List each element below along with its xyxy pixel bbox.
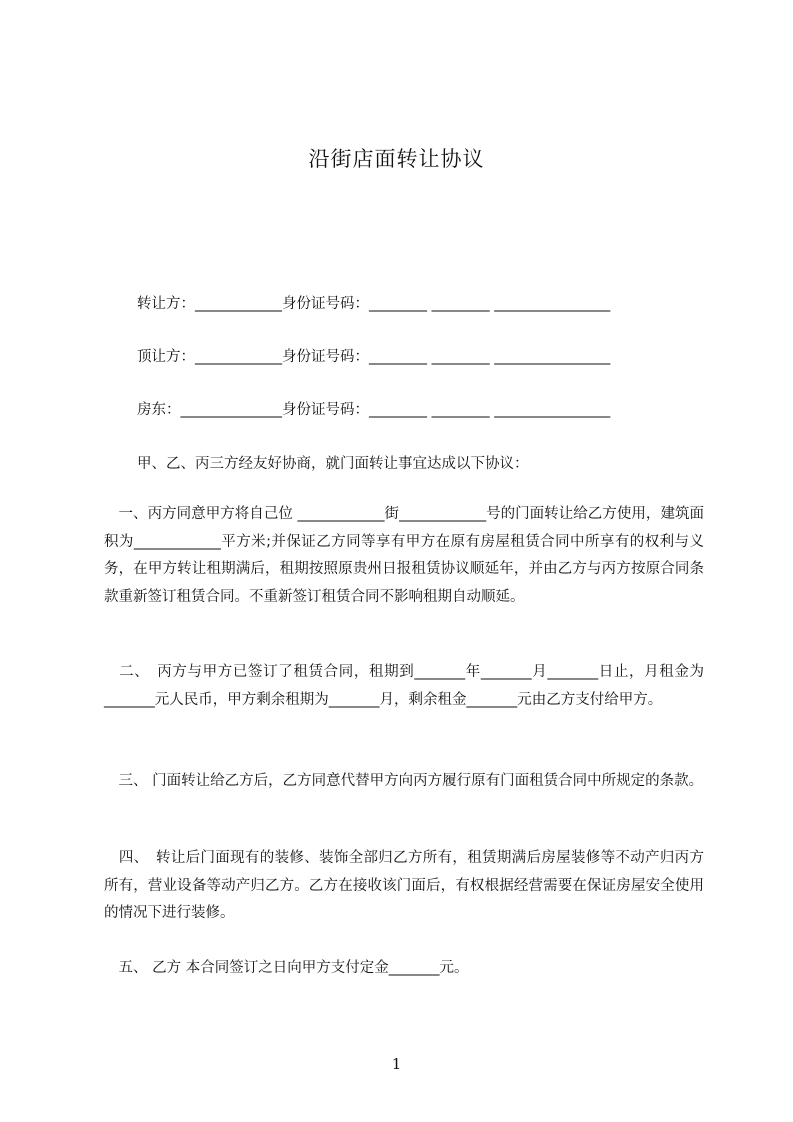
clause-5-text: 五、 乙方 本合同签订之日向甲方支付定金_______元。 [104,960,469,976]
intro-paragraph: 甲、乙、丙三方经友好协商，就门面转让事宜达成以下协议： [137,456,529,472]
landlord-line: 房东：______________身份证号码：________ ________ ________________ [137,402,611,418]
clause-2-text: 二、 丙方与甲方已签订了租赁合同，租期到_______年_______月_______日止，月租金为_______元人民币，甲方剩余租期为_______月，剩余租金_______元由乙方支付给甲方。 [104,664,704,708]
transferee-line: 顶让方：____________身份证号码：________ ________ ________________ [137,349,611,365]
clause-1 [104,501,704,611]
document-title: 沿街店面转让协议 [308,147,485,171]
transferor-line: 转让方：____________身份证号码：________ ________ ________________ [137,296,611,312]
clause-2 [104,659,704,714]
clause-3 [104,768,704,796]
clause-4-text: 四、 转让后门面现有的装修、装饰全部归乙方所有，租赁期满后房屋装修等不动产归丙方所有，营业设备等动产归乙方。乙方在接收该门面后，有权根据经营需要在保证房屋安全使用的情况下进行装修。 [104,850,704,921]
clause-3-text: 三、 门面转让给乙方后，乙方同意代替甲方向丙方履行原有门面租赁合同中所规定的条款。 [104,773,704,789]
clause-1-text: 一、丙方同意甲方将自己位 ____________街____________号的门面转让给乙方使用，建筑面积为____________平方米;并保证乙方同等享有甲方在原有房屋租赁合同中所享有的权利与义务，在甲方转让租期满后，租期按照原贵州日报租赁协议顺延年，并由乙方与丙方按原合同条款重新签订租赁合同。不重新签订租赁合同不影响租期自动顺延。 [104,506,704,605]
clause-4 [104,845,704,928]
clause-5 [104,955,704,983]
page-number: 1 [391,1055,402,1073]
